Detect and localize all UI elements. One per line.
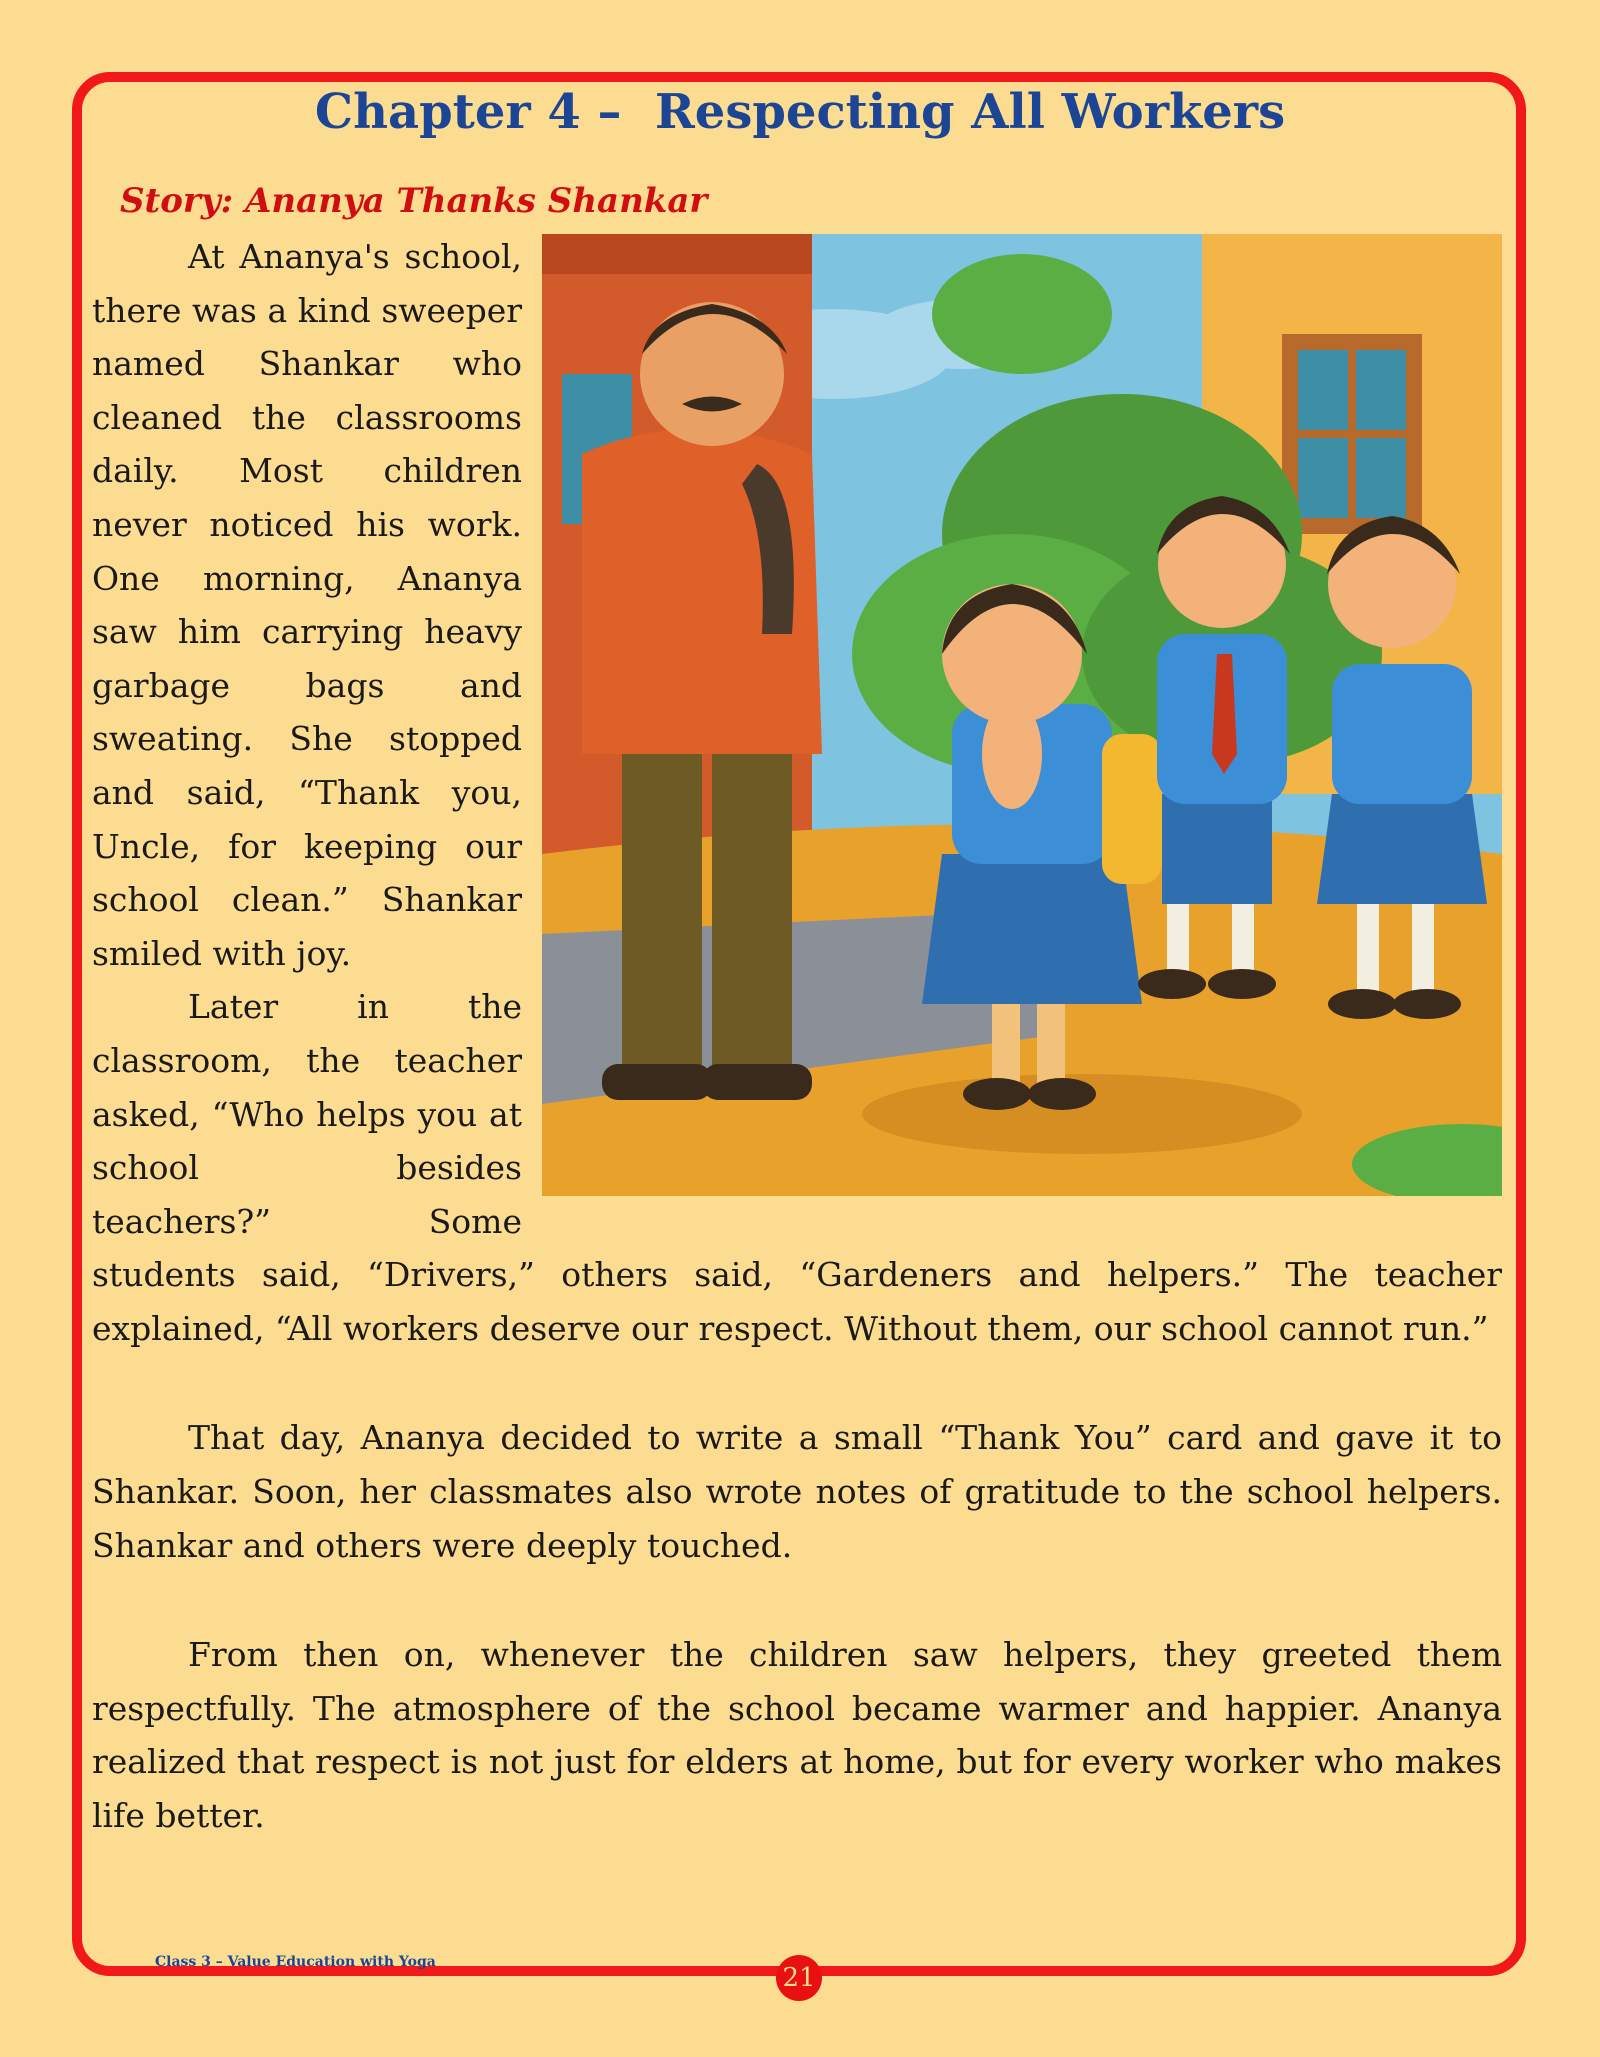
paragraph-2: Later in the classroom, the teacher asked, “Who helps you at school besides teachers?” Some students said, “Drivers,” others said, “Gardeners and helpers.” The teacher explained, “All workers deserve our respect. Without them, our school cannot run.”: [92, 987, 1502, 1348]
story-title: Story: Ananya Thanks Shankar: [120, 181, 708, 221]
story-body: [92, 230, 1502, 1843]
page-number: 21: [776, 1955, 822, 2001]
paragraph-4: From then on, whenever the children saw helpers, they greeted them respectfully. The atmosphere of the school became warmer and happier. Ananya realized that respect is not just for elders at home, but for every worker who makes life better.: [92, 1635, 1502, 1836]
paragraph-3: That day, Ananya decided to write a small “Thank You” card and gave it to Shankar. Soon, her classmates also wrote notes of gratitude to the school helpers. Shankar and others were deeply touched.: [92, 1418, 1502, 1565]
chapter-title: Chapter 4 – Respecting All Workers: [314, 84, 1286, 140]
footer-book-title: Class 3 – Value Education with Yoga: [155, 1954, 436, 1970]
paragraph-1: At Ananya's school, there was a kind sweeper named Shankar who cleaned the classrooms daily. Most children never noticed his work. One morning, Ananya saw him carrying heavy garbage bags and sweating. She stopped and said, “Thank you, Uncle, for keeping our school clean.” Shankar smiled with joy.: [92, 237, 522, 973]
story-illustration: [542, 234, 1502, 1196]
